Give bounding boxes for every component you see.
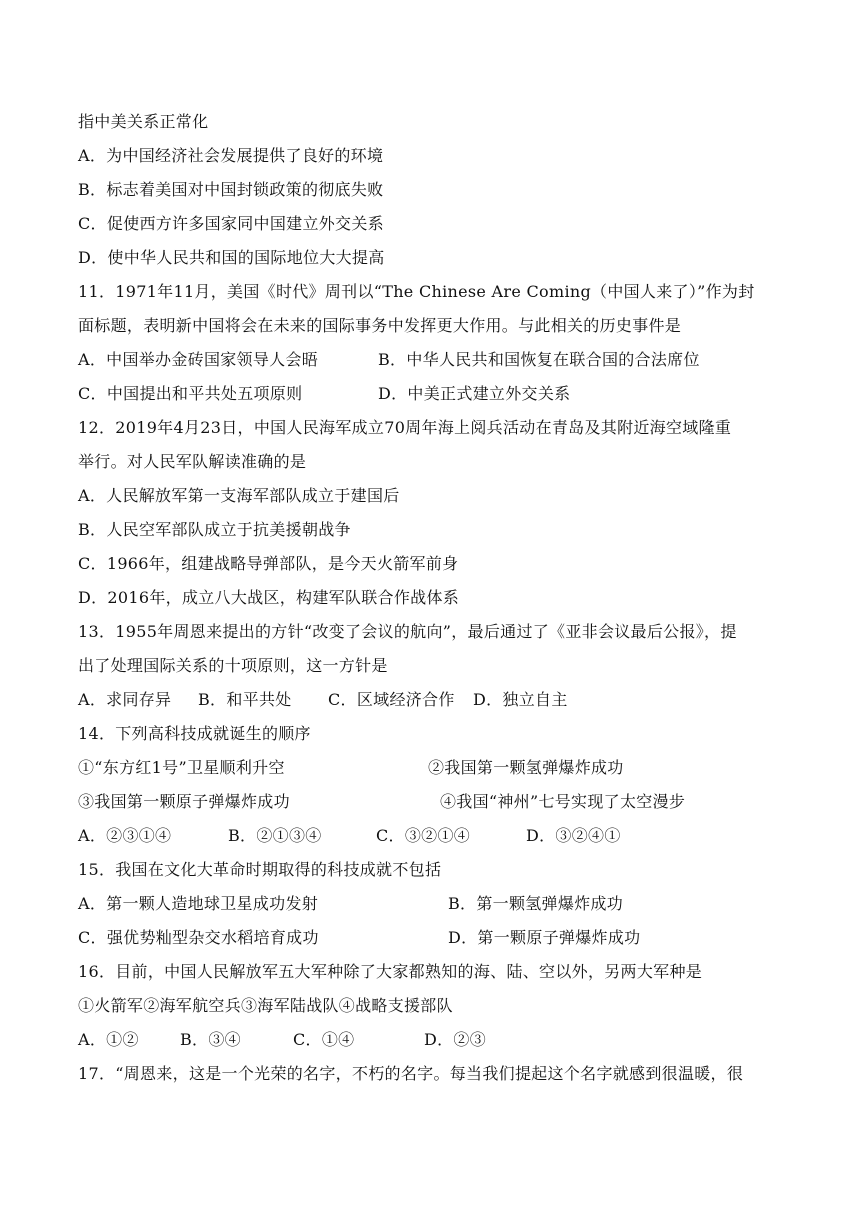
text-line: 13．1955年周恩来提出的方针“改变了会议的航向”，最后通过了《亚非会议最后公报》，提 [78,622,737,641]
text-line: 12．2019年4月23日，中国人民海军成立70周年海上阅兵活动在青岛及其附近海空域隆重 [78,418,732,437]
option-item: A．第一颗人造地球卫星成功发射 [78,894,319,913]
option-item: D．中美正式建立外交关系 [378,384,571,403]
option-item: A．求同存异 [78,690,172,709]
text-line: A．人民解放军第一支海军部队成立于建国后 [78,486,400,505]
text-line: B．标志着美国对中国封锁政策的彻底失败 [78,180,384,199]
option-item: ①“东方红1号”卫星顺利升空 [78,758,285,777]
text-line: B．人民空军部队成立于抗美援朝战争 [78,520,351,539]
option-item: C．①④ [293,1030,355,1049]
text-line: 17．“周恩来，这是一个光荣的名字，不朽的名字。每当我们提起这个名字就感到很温暖，很 [78,1064,744,1083]
text-line: 16．目前，中国人民解放军五大军种除了大家都熟知的海、陆、空以外，另两大军种是 [78,962,703,981]
option-item: C．区域经济合作 [328,690,455,709]
options-row [78,826,798,846]
option-item: B．第一颗氢弹爆炸成功 [448,894,624,913]
text-line: 15．我国在文化大革命时期取得的科技成就不包括 [78,860,442,879]
text-line: ①火箭军②海军航空兵③海军陆战队④战略支援部队 [78,996,453,1015]
option-item: D．②③ [424,1030,487,1049]
text-line: C．1966年，组建战略导弹部队，是今天火箭军前身 [78,554,459,573]
options-row [78,690,798,710]
options-row [78,1030,798,1050]
option-item: C．中国提出和平共处五项原则 [78,384,303,403]
options-row [78,928,798,948]
option-item: B．和平共处 [198,690,292,709]
text-line: 出了处理国际关系的十项原则，这一方针是 [78,656,388,675]
option-item: ③我国第一颗原子弹爆炸成功 [78,792,290,811]
text-line: A．为中国经济社会发展提供了良好的环境 [78,146,384,165]
option-item: B．③④ [180,1030,241,1049]
option-item: A．①② [78,1030,139,1049]
text-line: D．2016年，成立八大战区，构建军队联合作战体系 [78,588,460,607]
text-line: 指中美关系正常化 [78,112,209,131]
option-item: B．中华人民共和国恢复在联合国的合法席位 [378,350,700,369]
option-item: C．强优势籼型杂交水稻培育成功 [78,928,319,947]
option-item: A．②③①④ [78,826,172,845]
option-item: D．③②④① [526,826,621,845]
options-row [78,894,798,914]
text-line: C．促使西方许多国家同中国建立外交关系 [78,214,384,233]
options-row [78,792,798,812]
option-item: C．③②①④ [376,826,471,845]
text-line: 举行。对人民军队解读准确的是 [78,452,307,471]
options-row [78,758,798,778]
option-item: D．独立自主 [473,690,568,709]
option-item: ④我国“神州”七号实现了太空漫步 [440,792,686,811]
options-row [78,350,798,370]
option-item: ②我国第一颗氢弹爆炸成功 [428,758,624,777]
text-line: 面标题，表明新中国将会在未来的国际事务中发挥更大作用。与此相关的历史事件是 [78,316,682,335]
option-item: D．第一颗原子弹爆炸成功 [448,928,641,947]
text-line: D．使中华人民共和国的国际地位大大提高 [78,248,385,267]
text-line: 14．下列高科技成就诞生的顺序 [78,724,311,743]
options-row [78,384,798,404]
option-item: A．中国举办金砖国家领导人会晤 [78,350,319,369]
option-item: B．②①③④ [228,826,322,845]
text-line: 11．1971年11月，美国《时代》周刊以“The Chinese Are Coming（中国人来了）”作为封 [78,282,755,301]
